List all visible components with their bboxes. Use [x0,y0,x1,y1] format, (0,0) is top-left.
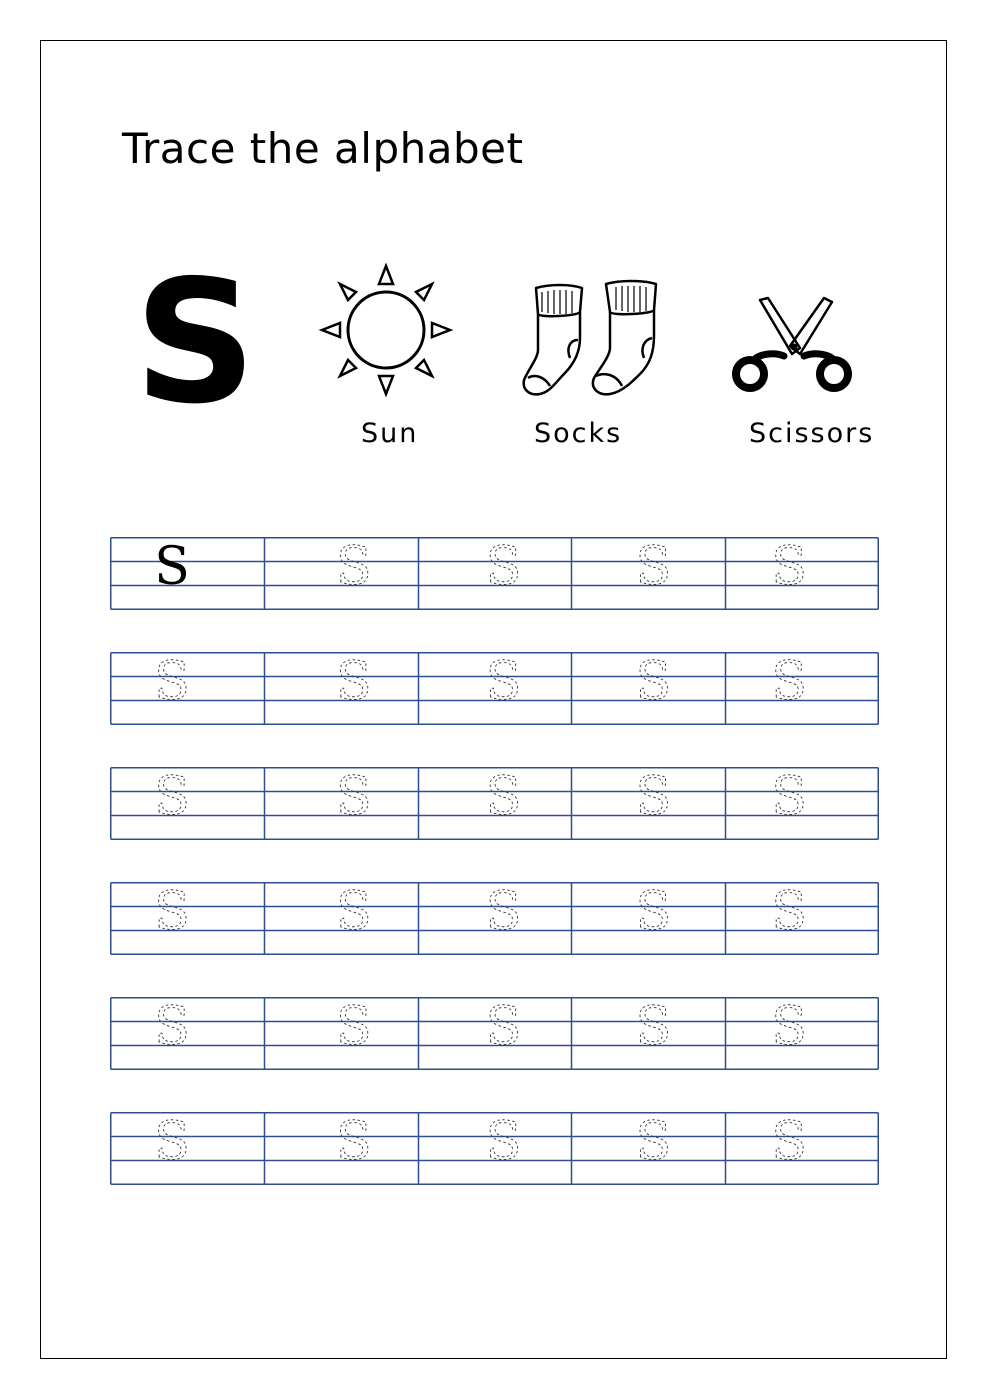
trace-letter: S [335,652,372,712]
trace-letter: S [635,997,672,1057]
trace-letter: S [635,767,672,827]
trace-letter: S [485,997,522,1057]
trace-letter: S [154,1112,190,1172]
practice-row [110,997,879,1070]
model-letter: S [154,537,190,597]
trace-letter: S [771,767,808,827]
trace-letter: S [485,652,522,712]
trace-letter: S [635,1112,672,1172]
trace-letter: S [335,537,372,597]
practice-row [110,767,879,840]
trace-letter: S [635,652,672,712]
practice-row [110,1112,879,1185]
trace-letter: S [485,882,522,942]
featured-letter: S [134,244,257,442]
trace-letter: S [635,537,672,597]
trace-letter: S [771,1112,808,1172]
trace-letter: S [154,882,190,942]
sun-icon [318,262,454,402]
trace-letter: S [335,997,372,1057]
socks-icon [520,278,662,404]
trace-letter: S [154,652,190,712]
caption-socks: Socks [534,418,623,449]
trace-letter: S [485,537,522,597]
trace-letter: S [154,767,190,827]
trace-letter: S [335,882,372,942]
trace-letter: S [485,1112,522,1172]
page-title: Trace the alphabet [122,124,524,173]
trace-letter: S [771,997,808,1057]
trace-letter: S [335,767,372,827]
trace-letter: S [635,882,672,942]
practice-row [110,652,879,725]
trace-letter: S [485,767,522,827]
practice-row [110,537,879,610]
trace-letter: S [771,537,808,597]
scissors-icon [730,296,854,400]
trace-letter: S [154,997,190,1057]
caption-sun: Sun [361,418,419,449]
trace-letter: S [335,1112,372,1172]
practice-row [110,882,879,955]
trace-letter: S [771,882,808,942]
caption-scissors: Scissors [749,418,875,449]
trace-letter: S [771,652,808,712]
